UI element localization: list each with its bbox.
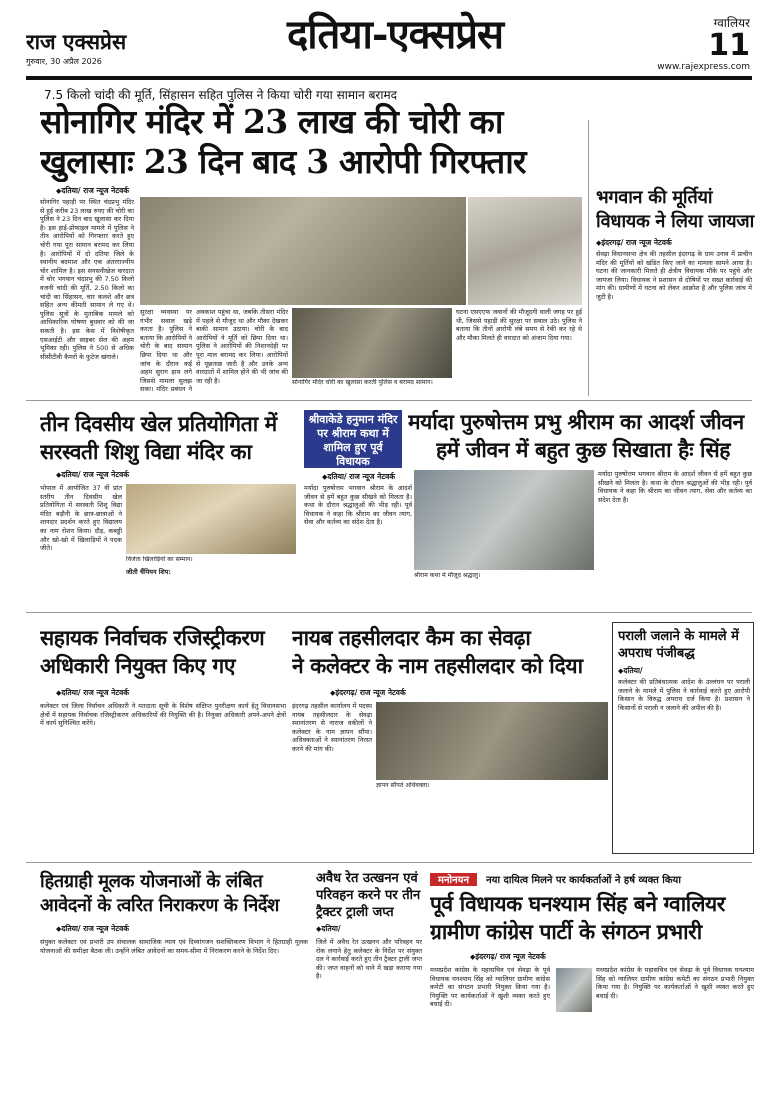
section-rule-3 xyxy=(26,862,752,863)
shriram-body-continued: मर्यादा पुरुषोत्तम भगवान श्रीराम के आदर्श जीवन से हमें बहुत कुछ सीखने को मिलता है। कथा के दौरान श्रद्धालुओं की भीड़ रही। पूर्व विधायक ने कहा कि श्रीराम का जीवन त्याग, सेवा और कर्तव्य का संदेश देता है। xyxy=(598,470,752,504)
sports-byline: ◆ दतिया/ राज न्यूज नेटवर्क xyxy=(56,470,206,480)
tehsildar-headline-line1: नायब तहसीलदार कैम का सेवढ़ा xyxy=(292,625,531,650)
section-rule-2 xyxy=(26,612,752,613)
page-title: दतिया-एक्सप्रेस xyxy=(286,11,504,58)
shriram-caption: श्रीराम कथा में मौजूद श्रद्धालु। xyxy=(414,572,481,579)
nirvachan-headline-line2: अधिकारी नियुक्त किए गए xyxy=(40,653,236,678)
lead-headline-line2: खुलासाः 23 दिन बाद 3 आरोपी गिरफ्तार xyxy=(40,142,526,181)
shriram-headline-line2: हमें जीवन में बहुत कुछ सिखाता हैः सिंह xyxy=(436,437,730,462)
hitgrahi-body: संयुक्त कलेक्टर एवं प्रभारी उप संचालक सामाजिक न्याय एवं दिव्यांगजन सशक्तिकरण विभाग ने हितग्राही मूलक योजनाओं की समीक्षा बैठक ली। उन्होंने लंबित आवेदनों का समय-सीमा में निराकरण करने के निर्देश दिए। xyxy=(40,938,308,955)
shriram-byline: ◆ दतिया/ राज न्यूज नेटवर्क xyxy=(322,472,452,482)
hitgrahi-headline-line2: आवेदनों के त्वरित निराकरण के निर्देश xyxy=(40,895,280,916)
masthead-rule xyxy=(26,76,752,80)
sports-body: भोपाल में आयोजित 37 वीं प्रांत स्तरीय तीन दिवसीय खेल प्रतियोगिता में सरस्वती शिशु विद्या मंदिर बड़ौनी के छात्र-छात्राओं ने शानदार प्रदर्शन करते हुए विद्यालय का नाम रोशन किया। दौड़, कबड्डी और खो-खो में खिलाड़ियों ने पदक जीते। xyxy=(40,484,122,553)
lead-column-4: घटना एसएएफ जवानों की मौजूदगी वाली जगह पर हुई थी, जिससे पहाड़ी की सुरक्षा पर सवाल उठे। पुलिस ने बताया कि तीनों आरोपी लंबे समय से रेकी कर रहे थे और मौका मिलते ही वारदात को अंजाम दिया गया। xyxy=(456,308,582,342)
manonayan-byline: ◆ इंदरगढ़/ राज न्यूज नेटवर्क xyxy=(470,952,620,962)
shriram-body: मर्यादा पुरुषोत्तम भगवान श्रीराम के आदर्श जीवन से हमें बहुत कुछ सीखने को मिलता है। कथा के दौरान श्रद्धालुओं की भीड़ रही। पूर्व विधायक ने कहा कि श्रीराम का जीवन त्याग, सेवा और कर्तव्य का संदेश देता है। xyxy=(304,484,412,527)
nirvachan-body: कलेक्टर एवं जिला निर्वाचन अधिकारी ने मतदाता सूची के विशेष संक्षिप्त पुनरीक्षण कार्य हेतु विधानसभा क्षेत्रों में सहायक निर्वाचक रजिस्ट्रीकरण अधिकारियों की नियुक्ति की है। नियुक्त अधिकारी अपने-अपने क्षेत्रों में कार्य सुनिश्चित करेंगे। xyxy=(40,702,286,728)
tractor-body: जिले में अवैध रेत उत्खनन और परिवहन पर रोक लगाने हेतु कलेक्टर के निर्देश पर संयुक्त दल ने कार्रवाई करते हुए तीन ट्रैक्टर ट्राली जप्त की। जप्त वाहनों को थाने में खड़ा कराया गया है। xyxy=(316,938,422,981)
manonayan-body: मध्यप्रदेश कांग्रेस के महासचिव एवं सेवढ़ा के पूर्व विधायक घनश्याम सिंह को ग्वालियर ग्रामीण कांग्रेस कमेटी का संगठन प्रभारी नियुक्त किया गया है। नियुक्ति पर कार्यकर्ताओं ने खुशी व्यक्त करते हुए बधाई दी। xyxy=(430,966,550,1009)
manonayan-kicker-row xyxy=(430,868,754,886)
lead-headline-line1: सोनागिर मंदिर में 23 लाख की चोरी का xyxy=(40,102,503,141)
sidebar-body: सेवढ़ा विधानसभा क्षेत्र की तहसील इंदरगढ़ के ग्राम उनाव में प्राचीन मंदिर की मूर्तियों को खंडित किए जाने का मामला सामने आया है। घटना की जानकारी मिलते ही क्षेत्रीय विधायक मौके पर पहुंचे और जायजा लिया। विधायक ने प्रशासन से दोषियों पर सख्त कार्रवाई की मांग की। ग्रामीणों में घटना को लेकर आक्रोश है और पुलिस जांच में जुटी है। xyxy=(596,250,752,301)
tehsildar-photo xyxy=(376,702,608,780)
lead-photo-press-conference xyxy=(292,308,452,378)
manonayan-tag: मनोनयन xyxy=(430,873,477,886)
manonayan-body-continued: मध्यप्रदेश कांग्रेस के महासचिव एवं सेवढ़ा के पूर्व विधायक घनश्याम सिंह को ग्वालियर ग्रामीण कांग्रेस कमेटी का संगठन प्रभारी नियुक्त किया गया है। नियुक्ति पर कार्यकर्ताओं ने खुशी व्यक्त करते हुए बधाई दी। xyxy=(596,966,754,1000)
parali-byline: ◆ दतिया/ xyxy=(618,666,678,676)
tractor-byline: ◆ दतिया/ xyxy=(316,924,376,934)
sports-caption: विजेता खिलाड़ियों का सम्मान। xyxy=(126,556,193,563)
lead-photo-police xyxy=(140,197,466,305)
shriram-headline-line1: मर्यादा पुरुषोत्तम प्रभु श्रीराम का आदर्श जीवन xyxy=(408,409,744,434)
tehsildar-headline-line2: ने कलेक्टर के नाम तहसीलदार को दिया xyxy=(292,653,583,678)
hitgrahi-headline-line1: हितग्राही मूलक योजनाओं के लंबित xyxy=(40,871,263,892)
page-number: 11 xyxy=(708,30,750,62)
lead-column-3: सुरक्षा व्यवस्था पर गंभीर सवाल खड़े करता है। पुलिस ने बताया कि आरोपियों ने चोरी के बाद सामान छिपा दिया था और जांच के दौरान कई अहम सुराग हाथ लगे जिससे मामला सुलझ सका। मंदिर प्रबंधन ने xyxy=(140,308,192,394)
tehsildar-caption: ज्ञापन सौंपते अधिवक्ता। xyxy=(376,782,430,789)
lead-byline: ◆ दतिया/ राज न्यूज नेटवर्क xyxy=(56,186,206,196)
website-url: www.rajexpress.com xyxy=(657,62,750,72)
shriram-photo xyxy=(414,470,594,570)
lead-caption: सोनागिर मंदिर चोरी का खुलासा करती पुलिस व बरामद सामान। xyxy=(292,379,433,386)
brand-name: राज एक्सप्रेस xyxy=(26,30,127,54)
sports-photo xyxy=(126,484,296,554)
column-rule xyxy=(588,120,589,396)
lead-column-1: सोनागिर पहाड़ी पर स्थित चंदप्रभु मंदिर से हुई करीब 23 लाख रुपए की चोरी का पुलिस ने 23 दिन बाद खुलासा कर दिया है। इस हाई-प्रोफाइल मामले में पुलिस ने तीन आरोपियों को गिरफ्तार करते हुए चोरी गया पूरा सामान बरामद कर लिया है। आरोपियों में दो दतिया जिले के स्थानीय बदमाश और एक अंतरराज्यीय चोर शामिल है। इस सनसनीखेज वारदात में चोर भगवान चंदप्रभु की 7.50 किलो वजनी चांदी की मूर्ति, 2.50 किलो का चांदी का सिंहासन, चार कलशे और छत्र सहित अन्य कीमती सामान ले गए थे। पुलिस सूत्रों के मुताबिक मामले को आधिकारिक घोषणा बुधवार को की जा सकती है। इस केस में विशेषीकृत एसआईटी और साइबर सेल की अहम भूमिका रही। पुलिस ने 500 से अधिक सीसीटीवी कैमरों के फुटेज खंगाले। xyxy=(40,198,134,361)
masthead-brand-block xyxy=(26,30,176,74)
lead-kicker: 7.5 किलो चांदी की मूर्ति, सिंहासन सहित पुलिस ने किया चोरी गया सामान बरामद xyxy=(44,88,397,102)
manonayan-headline-line2: ग्रामीण कांग्रेस पार्टी के संगठन प्रभारी xyxy=(430,919,702,944)
tractor-headline-line3: ट्रैक्टर ट्राली जप्त xyxy=(316,905,394,920)
sports-subhead: जीती चैंपियन शिप: xyxy=(126,568,171,576)
lead-column-2: अवकाश पहुंचा था, जबकि तीसरा मंदिर में पहले से मौजूद था और मौका देखकर बाकी सामान उठाया। चोरी के बाद आरोपियों ने मूर्ति को छिपा दिया था। पुलिस ने आरोपियों की निशानदेही पर पूरा माल बरामद कर लिया। आरोपियों से पूछताछ जारी है और उनके अन्य वारदातों में शामिल होने की भी जांच की जा रही है। xyxy=(196,308,288,385)
tractor-headline-line1: अवैध रेत उत्खनन एवं xyxy=(316,871,418,886)
parali-headline-line1: पराली जलाने के मामले में xyxy=(618,629,739,644)
edition-city: ग्वालियर xyxy=(713,16,750,30)
lead-photo-recovered-items xyxy=(468,197,582,305)
sports-headline-line1: तीन दिवसीय खेल प्रतियोगिता में xyxy=(40,411,277,436)
manonayan-kicker: नया दायित्व मिलने पर कार्यकर्ताओं ने हर्ष व्यक्त किया xyxy=(486,875,681,886)
manonayan-headline-line1: पूर्व विधायक घनश्याम सिंह बने ग्वालियर xyxy=(430,891,725,916)
sidebar-headline-line1: भगवान की मूर्तियां xyxy=(596,187,713,208)
hitgrahi-byline: ◆ दतिया/ राज न्यूज नेटवर्क xyxy=(56,924,206,934)
nirvachan-headline-line1: सहायक निर्वाचक रजिस्ट्रीकरण xyxy=(40,625,265,650)
katha-box-banner: श्रीवाकेडे हनुमान मंदिर पर श्रीराम कथा में शामिल हुए पूर्व विधायक xyxy=(304,410,402,468)
section-rule-1 xyxy=(26,400,752,401)
tehsildar-body: इंदरगढ़ तहसील कार्यालय में पदस्थ नायब तहसीलदार के सेवढ़ा स्थानांतरण से नाराज वकीलों ने कलेक्टर के नाम ज्ञापन सौंपा। अधिवक्ताओं ने स्थानांतरण निरस्त करने की मांग की। xyxy=(292,702,372,753)
sports-headline-line2: सरस्वती शिशु विद्या मंदिर का xyxy=(40,439,252,464)
tehsildar-byline: ◆ इंदरगढ़/ राज न्यूज नेटवर्क xyxy=(330,688,480,698)
sidebar-byline: ◆ इंदरगढ़/ राज न्यूज नेटवर्क xyxy=(596,238,716,248)
tractor-headline-line2: परिवहन करने पर तीन xyxy=(316,888,421,903)
issue-date: गुरुवार, 30 अप्रैल 2026 xyxy=(26,57,102,66)
parali-headline-line2: अपराध पंजीबद्ध xyxy=(618,646,695,661)
manonayan-portrait xyxy=(556,968,592,1012)
nirvachan-byline: ◆ दतिया/ राज न्यूज नेटवर्क xyxy=(56,688,206,698)
sidebar-headline-line2: विधायक ने लिया जायजा xyxy=(596,211,754,232)
parali-body: कलेक्टर की प्रतिबंधात्मक आदेश के उल्लंघन पर पराली जलाने के मामले में पुलिस ने कार्रवाई करते हुए आरोपी किसान के विरुद्ध अपराध दर्ज किया है। प्रशासन ने किसानों से पराली न जलाने की अपील की है। xyxy=(618,678,750,712)
